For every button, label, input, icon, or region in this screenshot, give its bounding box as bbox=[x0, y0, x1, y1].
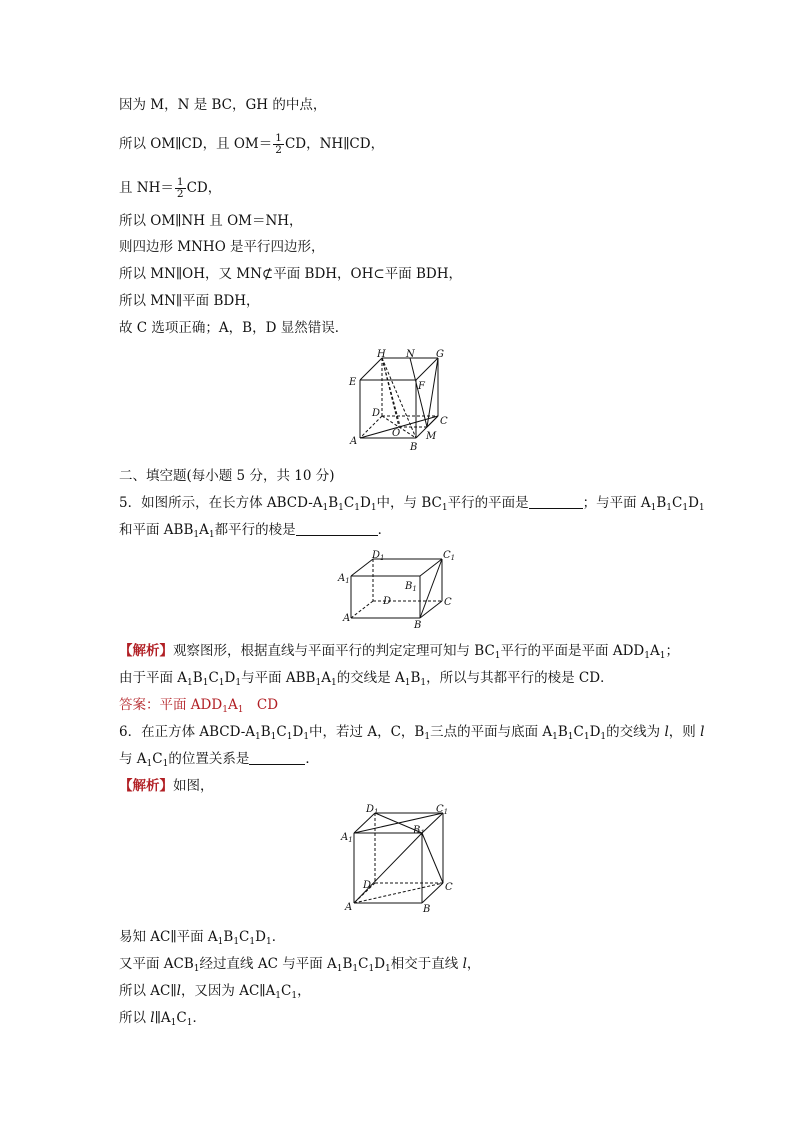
fig2-label-C: C bbox=[444, 597, 452, 608]
fig3-label-A: A bbox=[345, 902, 353, 913]
q5-answer: 答案：平面 $ADD_1A_1$ CD bbox=[119, 697, 279, 715]
text-line: 所以 OM∥CD，且 OM＝ $\frac{1}{2}$ CD，NH∥CD， bbox=[119, 132, 385, 156]
text-line: 所以 MN∥OH，又 MN⊄平面 BDH，OH⊂平面 BDH， bbox=[119, 266, 463, 282]
fig1-label-M: M bbox=[426, 431, 437, 442]
q5-text-line: 和平面 $ABB_1A_1$都平行的棱是 ． bbox=[119, 522, 392, 540]
q6-solution-line: 所以 $l\parallel A_1C_1$． bbox=[119, 1010, 206, 1028]
fig1-label-N: N bbox=[406, 349, 415, 360]
q6-solution-line: 所以 AC∥l，又因为 $AC\parallel A_1C_1$， bbox=[119, 983, 311, 1001]
fig3-label-A1: $A_1$ bbox=[341, 832, 353, 844]
text-line: 故 C 选项正确；A，B，D 显然错误． bbox=[119, 320, 349, 336]
answer-blank bbox=[296, 523, 378, 536]
fig1-label-B: B bbox=[410, 442, 418, 453]
answer-blank bbox=[529, 496, 583, 509]
fig1-label-A: A bbox=[350, 436, 358, 447]
fig2-label-D: D bbox=[383, 596, 392, 607]
fig3-label-B1: $B_1$ bbox=[413, 825, 425, 837]
fig1-label-O: O bbox=[392, 428, 401, 439]
fig2-label-A1: $A_1$ bbox=[338, 573, 350, 585]
text-line: 所以 MN∥平面 BDH， bbox=[119, 293, 260, 309]
fig3-label-D1: $D_1$ bbox=[366, 804, 379, 816]
q5-solution-line: 【解析】观察图形，根据直线与平面平行的判定定理可知与 $BC_1$平行的平面是平面 $ADD_1A_1$； bbox=[119, 643, 679, 661]
q6-solution-line: 【解析】如图， bbox=[119, 778, 214, 794]
fig3-label-C1: $C_1$ bbox=[436, 804, 449, 816]
q6-text-line: 与 $A_1C_1$的位置关系是 ． bbox=[119, 751, 319, 769]
fig2-label-B: B bbox=[414, 620, 422, 631]
text-line: 则四边形 MNHO 是平行四边形， bbox=[119, 239, 325, 255]
fig1-label-C: C bbox=[440, 416, 448, 427]
fig1-label-E: E bbox=[349, 377, 357, 388]
q6-text-line: 6．在正方体 ABCD-$A_1B_1C_1D_1$中，若过 A，C，$B_1$三点的平面与底面 $A_1B_1C_1D_1$的交线为 l，则 l bbox=[119, 724, 705, 742]
figure-cube-q6 bbox=[335, 800, 465, 918]
q6-solution-line: 又平面 $ACB_1$经过直线 AC 与平面 $A_1B_1C_1D_1$相交于直线 l， bbox=[119, 956, 481, 974]
text-line: 因为 M，N 是 BC，GH 的中点， bbox=[119, 97, 327, 113]
solution-label: 【解析】 bbox=[119, 778, 173, 794]
fig2-label-A: A bbox=[343, 613, 351, 624]
fig3-label-D: D bbox=[363, 880, 372, 891]
fig3-label-C: C bbox=[445, 882, 453, 893]
q5-solution-line: 由于平面 $A_1B_1C_1D_1$与平面 $ABB_1A_1$的交线是 $A_1B_1$，所以与其都平行的棱是 CD． bbox=[119, 670, 614, 688]
fig2-label-B1: $B_1$ bbox=[405, 581, 417, 593]
fig1-label-G: G bbox=[436, 349, 444, 360]
figure-cuboid-q5 bbox=[335, 548, 465, 632]
fig1-label-H: H bbox=[377, 349, 386, 360]
fig2-label-D1: $D_1$ bbox=[372, 550, 385, 562]
figure-cube-hngefdocamb bbox=[340, 344, 460, 454]
q5-text-line: 5．如图所示，在长方体 ABCD-$A_1B_1C_1D_1$中，与 $BC_1$平行的平面是 ；与平面 $A_1B_1C_1D_1$ bbox=[119, 495, 705, 513]
fraction: $\frac{1}{2}$ bbox=[275, 132, 282, 156]
answer-blank bbox=[249, 752, 305, 765]
fraction: $\frac{1}{2}$ bbox=[176, 176, 184, 200]
fig1-label-F: F bbox=[418, 381, 425, 392]
text-line: 所以 OM∥NH 且 OM＝NH， bbox=[119, 213, 303, 229]
q6-solution-line: 易知 AC∥平面 $A_1B_1C_1D_1$． bbox=[119, 929, 286, 947]
section-heading: 二、填空题(每小题 5 分，共 10 分) bbox=[119, 468, 335, 484]
fig1-label-D: D bbox=[372, 408, 381, 419]
text-line: 且 NH＝ $\frac{1}{2}$ CD， bbox=[119, 176, 222, 200]
fig3-label-B: B bbox=[423, 904, 431, 915]
fig2-label-C1: $C_1$ bbox=[443, 550, 456, 562]
solution-label: 【解析】 bbox=[119, 643, 173, 659]
